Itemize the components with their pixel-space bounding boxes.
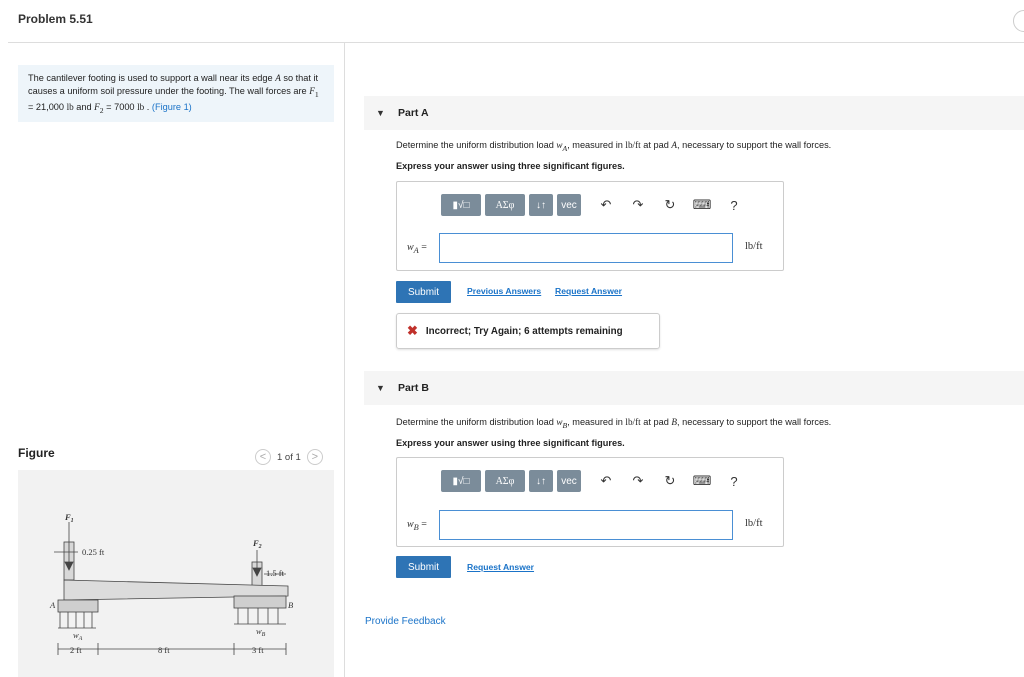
part-a-header[interactable] (364, 96, 1024, 130)
part-a-question (396, 140, 831, 153)
question-unit: lb/ft (625, 140, 641, 150)
question-var: w (556, 140, 563, 150)
templates-button[interactable]: ▮√□ (441, 194, 481, 216)
part-b-answer-box (396, 457, 784, 547)
question-var: B (671, 417, 677, 427)
question-var: A (671, 140, 677, 150)
figure-link[interactable]: (Figure 1) (151, 101, 192, 112)
question-text: , measured in (567, 140, 626, 150)
part-b-header[interactable] (364, 371, 1024, 405)
error-x-icon: ✖ (407, 323, 418, 338)
help-icon[interactable]: ? (730, 473, 738, 489)
label-f2-sub: 2 (258, 544, 262, 550)
intro-unit: lb (137, 101, 145, 112)
question-unit: lb/ft (625, 417, 641, 427)
part-b-answer-input[interactable] (439, 510, 733, 540)
prev-figure-button[interactable]: < (255, 449, 271, 465)
panel-divider (344, 43, 345, 677)
next-figure-button[interactable]: > (307, 449, 323, 465)
intro-sub: 2 (99, 105, 104, 115)
label-f1: F (65, 512, 71, 522)
var-main: w (407, 242, 414, 253)
pad-b (234, 596, 286, 608)
feedback-text: Incorrect; Try Again; 6 attempts remaining (425, 325, 623, 337)
problem-intro (18, 65, 334, 122)
part-b-submit-button[interactable]: Submit (396, 556, 451, 578)
svg-text:wB (256, 626, 266, 638)
question-text: Determine the uniform distribution load (396, 140, 557, 150)
greek-button[interactable]: ΑΣφ (485, 470, 525, 492)
label-wb-sub: B (261, 632, 266, 638)
label-8ft: 8 ft (158, 645, 170, 655)
label-15ft: 1.5 ft (266, 568, 284, 578)
question-text: , necessary to support the wall forces. (677, 417, 832, 427)
part-b-unit: lb/ft (745, 518, 763, 529)
intro-text: . (144, 101, 152, 112)
part-b-title: Part B (398, 382, 429, 394)
figure-page-count: 1 of 1 (277, 451, 301, 463)
figure-heading: Figure (18, 446, 55, 460)
question-var: w (556, 417, 563, 427)
footing-diagram (18, 470, 334, 677)
math-toolbar (441, 194, 745, 216)
previous-answers-link[interactable]: Previous Answers (467, 286, 542, 296)
part-a-request-answer-link[interactable]: Request Answer (555, 286, 623, 296)
intro-text: The cantilever footing is used to support a wall near its edge (28, 73, 276, 83)
question-text: , necessary to support the wall forces. (677, 140, 832, 150)
var-sub: B (413, 523, 419, 532)
undo-icon[interactable]: ↶ (600, 197, 612, 212)
part-b-variable-label (407, 519, 427, 532)
provide-feedback-link[interactable]: Provide Feedback (365, 616, 446, 627)
math-toolbar (441, 470, 745, 492)
question-sub: B (562, 420, 568, 430)
subsup-button[interactable]: ↓↑ (529, 470, 553, 492)
greek-button[interactable]: ΑΣφ (485, 194, 525, 216)
part-a-submit-button[interactable]: Submit (396, 281, 451, 303)
intro-value-f2: = 7000 (103, 101, 138, 112)
undo-icon[interactable]: ↶ (600, 473, 612, 488)
equals-sign: = (418, 519, 427, 530)
label-2ft: 2 ft (70, 645, 82, 655)
part-a-unit: lb/ft (745, 241, 763, 252)
label-b: B (288, 600, 294, 610)
part-a-answer-input[interactable] (439, 233, 733, 263)
part-a-title: Part A (398, 107, 429, 119)
redo-icon[interactable]: ↷ (632, 197, 644, 212)
figure-panel (18, 470, 334, 677)
intro-var-f1: F (309, 85, 315, 96)
subsup-button[interactable]: ↓↑ (529, 194, 553, 216)
label-wb: w (256, 626, 262, 636)
part-a-variable-label (407, 242, 427, 255)
header-divider (8, 42, 1024, 43)
intro-sub: 1 (314, 89, 319, 99)
vec-button[interactable]: vec (557, 470, 581, 492)
templates-button[interactable]: ▮√□ (441, 470, 481, 492)
intro-var-a: A (275, 73, 281, 83)
question-text: at pad (640, 140, 672, 150)
label-f1-sub: 1 (70, 518, 74, 524)
svg-text:wA (73, 630, 83, 642)
label-025ft: 0.25 ft (82, 547, 105, 557)
label-3ft: 3 ft (252, 645, 264, 655)
part-b-instruction: Express your answer using three significant figures. (396, 438, 625, 448)
figure-pager (255, 449, 323, 465)
question-text: at pad (640, 417, 672, 427)
pad-a (58, 600, 98, 612)
question-text: Determine the uniform distribution load (396, 417, 557, 427)
intro-unit: lb (66, 101, 74, 112)
svg-text:F2 (252, 538, 262, 550)
intro-text: and (73, 101, 95, 112)
part-a-instruction: Express your answer using three significant figures. (396, 161, 625, 171)
intro-value-f1: = 21,000 (28, 101, 67, 112)
question-sub: A (562, 143, 568, 153)
label-f2: F (253, 538, 259, 548)
caret-down-icon: ▼ (376, 383, 385, 393)
collapse-toggle-button[interactable] (1013, 10, 1024, 32)
problem-title: Problem 5.51 (18, 12, 93, 26)
help-icon[interactable]: ? (730, 197, 738, 213)
reset-icon[interactable]: ↻ (664, 473, 676, 488)
redo-icon[interactable]: ↷ (632, 473, 644, 488)
intro-var-f2: F (94, 101, 100, 112)
part-b-request-answer-link[interactable]: Request Answer (467, 562, 535, 572)
label-wa-sub: A (78, 636, 83, 642)
label-a: A (50, 600, 56, 610)
var-main: w (407, 519, 414, 530)
label-wa: w (73, 630, 79, 640)
vec-button[interactable]: vec (557, 194, 581, 216)
incorrect-feedback (396, 313, 660, 349)
caret-down-icon: ▼ (376, 108, 385, 118)
keyboard-icon[interactable]: ⌨ (692, 473, 712, 488)
keyboard-icon[interactable]: ⌨ (692, 197, 712, 212)
equals-sign: = (418, 242, 427, 253)
part-a-answer-box (396, 181, 784, 271)
question-text: , measured in (567, 417, 626, 427)
intro-text: so that it causes a uniform soil pressure under the footing. The wall forces are (28, 73, 319, 96)
part-b-question (396, 417, 831, 430)
var-sub: A (413, 246, 419, 255)
reset-icon[interactable]: ↻ (664, 197, 676, 212)
